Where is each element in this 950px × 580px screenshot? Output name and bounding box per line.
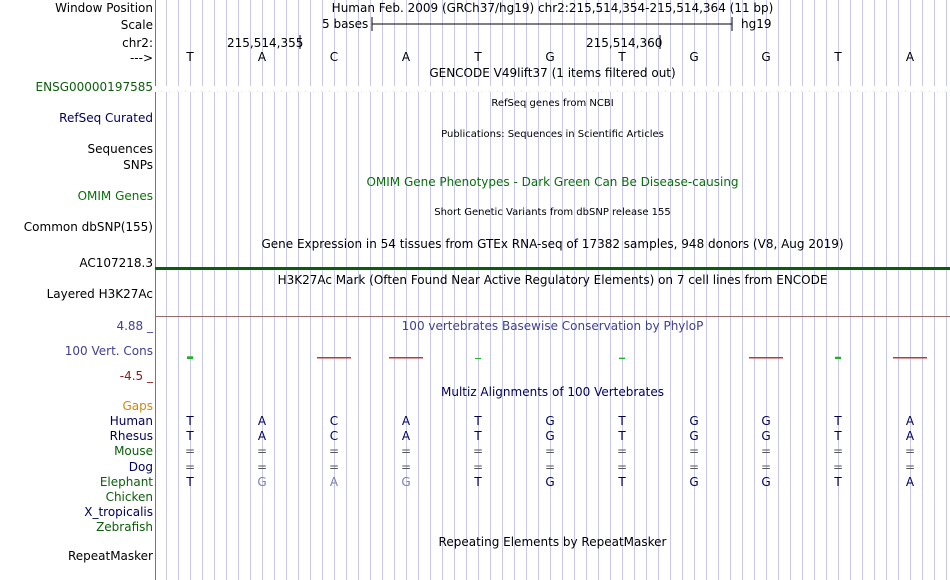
alignment-base: A <box>257 414 267 428</box>
reference-base: A <box>401 50 411 64</box>
alignment-base: C <box>329 429 339 444</box>
alignment-base: C <box>329 414 339 428</box>
gtex-expression-bar[interactable] <box>155 267 950 270</box>
alignment-base: A <box>905 429 915 444</box>
alignment-base: A <box>329 474 339 489</box>
reference-base: T <box>834 50 842 64</box>
scale-assembly: hg19 <box>741 17 772 31</box>
alignment-base: G <box>761 414 771 428</box>
refseq-track-label[interactable]: RefSeq Curated <box>59 111 153 125</box>
alignment-base: G <box>689 414 699 428</box>
multiz-track-title[interactable]: Multiz Alignments of 100 Vertebrates <box>440 385 665 399</box>
conservation-bar <box>187 356 193 359</box>
alignment-base: G <box>545 414 555 428</box>
alignment-base: = <box>184 459 196 474</box>
alignment-base: = <box>472 459 484 474</box>
alignment-base: T <box>474 414 482 428</box>
alignment-base: = <box>400 459 412 474</box>
alignment-base: T <box>186 474 194 489</box>
alignment-base: T <box>186 414 194 428</box>
chrom-label: chr2: <box>122 36 153 50</box>
species-label-human: Human <box>109 414 153 428</box>
gencode-gene-label[interactable]: ENSG00000197585 <box>35 80 153 94</box>
gtex-track-title[interactable]: Gene Expression in 54 tissues from GTEx RNA-seq of 17382 samples, 948 donors (V8, Aug 2019) <box>261 237 844 251</box>
reference-base: T <box>618 50 626 64</box>
alignment-base: = <box>904 459 916 474</box>
gencode-track-title[interactable]: GENCODE V49lift37 (1 items filtered out) <box>429 66 676 80</box>
conservation-bar <box>619 358 625 359</box>
alignment-base: = <box>184 444 196 459</box>
gtex-gene-label[interactable]: AC107218.3 <box>79 256 153 270</box>
species-label-rhesus: Rhesus <box>109 429 153 444</box>
conservation-track-label[interactable]: 100 Vert. Cons <box>64 344 153 358</box>
alignment-base: A <box>401 429 411 444</box>
snps-track-label[interactable]: SNPs <box>123 158 153 172</box>
reference-base: A <box>257 50 267 64</box>
alignment-base: T <box>834 429 842 444</box>
alignment-base: G <box>689 474 699 489</box>
alignment-base: = <box>688 459 700 474</box>
alignment-base: = <box>328 459 340 474</box>
alignment-base: A <box>905 414 915 428</box>
alignment-base: G <box>257 474 267 489</box>
alignment-base: G <box>545 474 555 489</box>
sequences-track-label[interactable]: Sequences <box>87 142 153 156</box>
alignment-base: = <box>256 459 268 474</box>
species-label-mouse: Mouse <box>114 444 153 459</box>
reference-base: G <box>689 50 699 64</box>
alignment-base: = <box>760 459 772 474</box>
refseq-track-title[interactable]: RefSeq genes from NCBI <box>491 98 614 109</box>
alignment-base: = <box>760 444 772 459</box>
alignment-base: T <box>618 429 626 444</box>
window-position-label: Window Position <box>55 1 153 15</box>
dbsnp-track-label[interactable]: Common dbSNP(155) <box>23 220 153 234</box>
conservation-bar <box>475 358 481 359</box>
reference-base: T <box>186 50 194 64</box>
species-label-zebrafish: Zebrafish <box>96 520 153 535</box>
conservation-track-title[interactable]: 100 vertebrates Basewise Conservation by PhyloP <box>401 319 704 333</box>
strand-label: ---> <box>129 51 153 65</box>
h3k27ac-track-title[interactable]: H3K27Ac Mark (Often Found Near Active Regulatory Elements) on 7 cell lines from ENCODE <box>277 273 828 287</box>
conservation-plot <box>155 330 950 380</box>
alignment-base: A <box>401 414 411 428</box>
reference-base: A <box>905 50 915 64</box>
reference-base: T <box>474 50 482 64</box>
reference-base: C <box>329 50 339 64</box>
alignment-base: = <box>616 444 628 459</box>
alignment-base: = <box>688 444 700 459</box>
alignment-base: = <box>616 459 628 474</box>
conservation-max-value: 4.88 _ <box>116 319 153 333</box>
alignment-base: T <box>186 429 194 444</box>
conservation-bar <box>317 357 351 359</box>
species-label-chicken: Chicken <box>105 490 153 504</box>
alignment-base: A <box>257 429 267 444</box>
alignment-base: = <box>328 444 340 459</box>
repeatmasker-track-label[interactable]: RepeatMasker <box>67 549 153 563</box>
scale-label: Scale <box>120 18 153 32</box>
conservation-bar <box>389 357 423 359</box>
gencode-gene-feature[interactable] <box>155 86 950 92</box>
alignment-base: T <box>474 429 482 444</box>
alignment-base: G <box>761 474 771 489</box>
conservation-bar <box>893 357 927 359</box>
reference-base: G <box>545 50 555 64</box>
conservation-min-value: -4.5 _ <box>119 369 153 383</box>
species-label-elephant: Elephant <box>99 474 153 489</box>
window-position-value: Human Feb. 2009 (GRCh37/hg19) chr2:215,514,354-215,514,364 (11 bp) <box>331 1 774 15</box>
species-label-dog: Dog <box>128 459 153 474</box>
position-tick-2: 215,514,360 <box>586 36 663 50</box>
alignment-base: = <box>400 444 412 459</box>
alignment-base: = <box>256 444 268 459</box>
alignment-base: = <box>904 444 916 459</box>
alignment-base: T <box>618 474 626 489</box>
alignment-base: = <box>544 444 556 459</box>
species-label-x_tropicalis: X_tropicalis <box>84 505 153 520</box>
conservation-bar <box>749 357 783 359</box>
dbsnp-track-title[interactable]: Short Genetic Variants from dbSNP release 155 <box>434 207 671 218</box>
alignment-base: G <box>401 474 411 489</box>
alignment-base: = <box>832 444 844 459</box>
alignment-base: T <box>834 414 842 428</box>
reference-base: G <box>761 50 771 64</box>
gaps-label: Gaps <box>122 399 153 413</box>
alignment-base: G <box>761 429 771 444</box>
omim-track-title[interactable]: OMIM Gene Phenotypes - Dark Green Can Be Disease-causing <box>366 175 739 189</box>
scale-text: 5 bases <box>322 17 369 31</box>
alignment-base: = <box>544 459 556 474</box>
conservation-bar <box>835 357 841 359</box>
h3k27ac-baseline <box>155 316 950 317</box>
repeatmasker-track-title[interactable]: Repeating Elements by RepeatMasker <box>438 535 667 549</box>
alignment-base: G <box>545 429 555 444</box>
h3k27ac-track-label[interactable]: Layered H3K27Ac <box>46 287 153 301</box>
alignment-base: = <box>472 444 484 459</box>
position-tick-1: 215,514,355 <box>227 36 304 50</box>
alignment-base: G <box>689 429 699 444</box>
alignment-base: A <box>905 474 915 489</box>
alignment-base: T <box>834 474 842 489</box>
omim-track-label[interactable]: OMIM Genes <box>77 189 153 203</box>
publications-track-title[interactable]: Publications: Sequences in Scientific Articles <box>441 129 664 140</box>
alignment-base: T <box>474 474 482 489</box>
alignment-base: T <box>618 414 626 428</box>
alignment-base: = <box>832 459 844 474</box>
